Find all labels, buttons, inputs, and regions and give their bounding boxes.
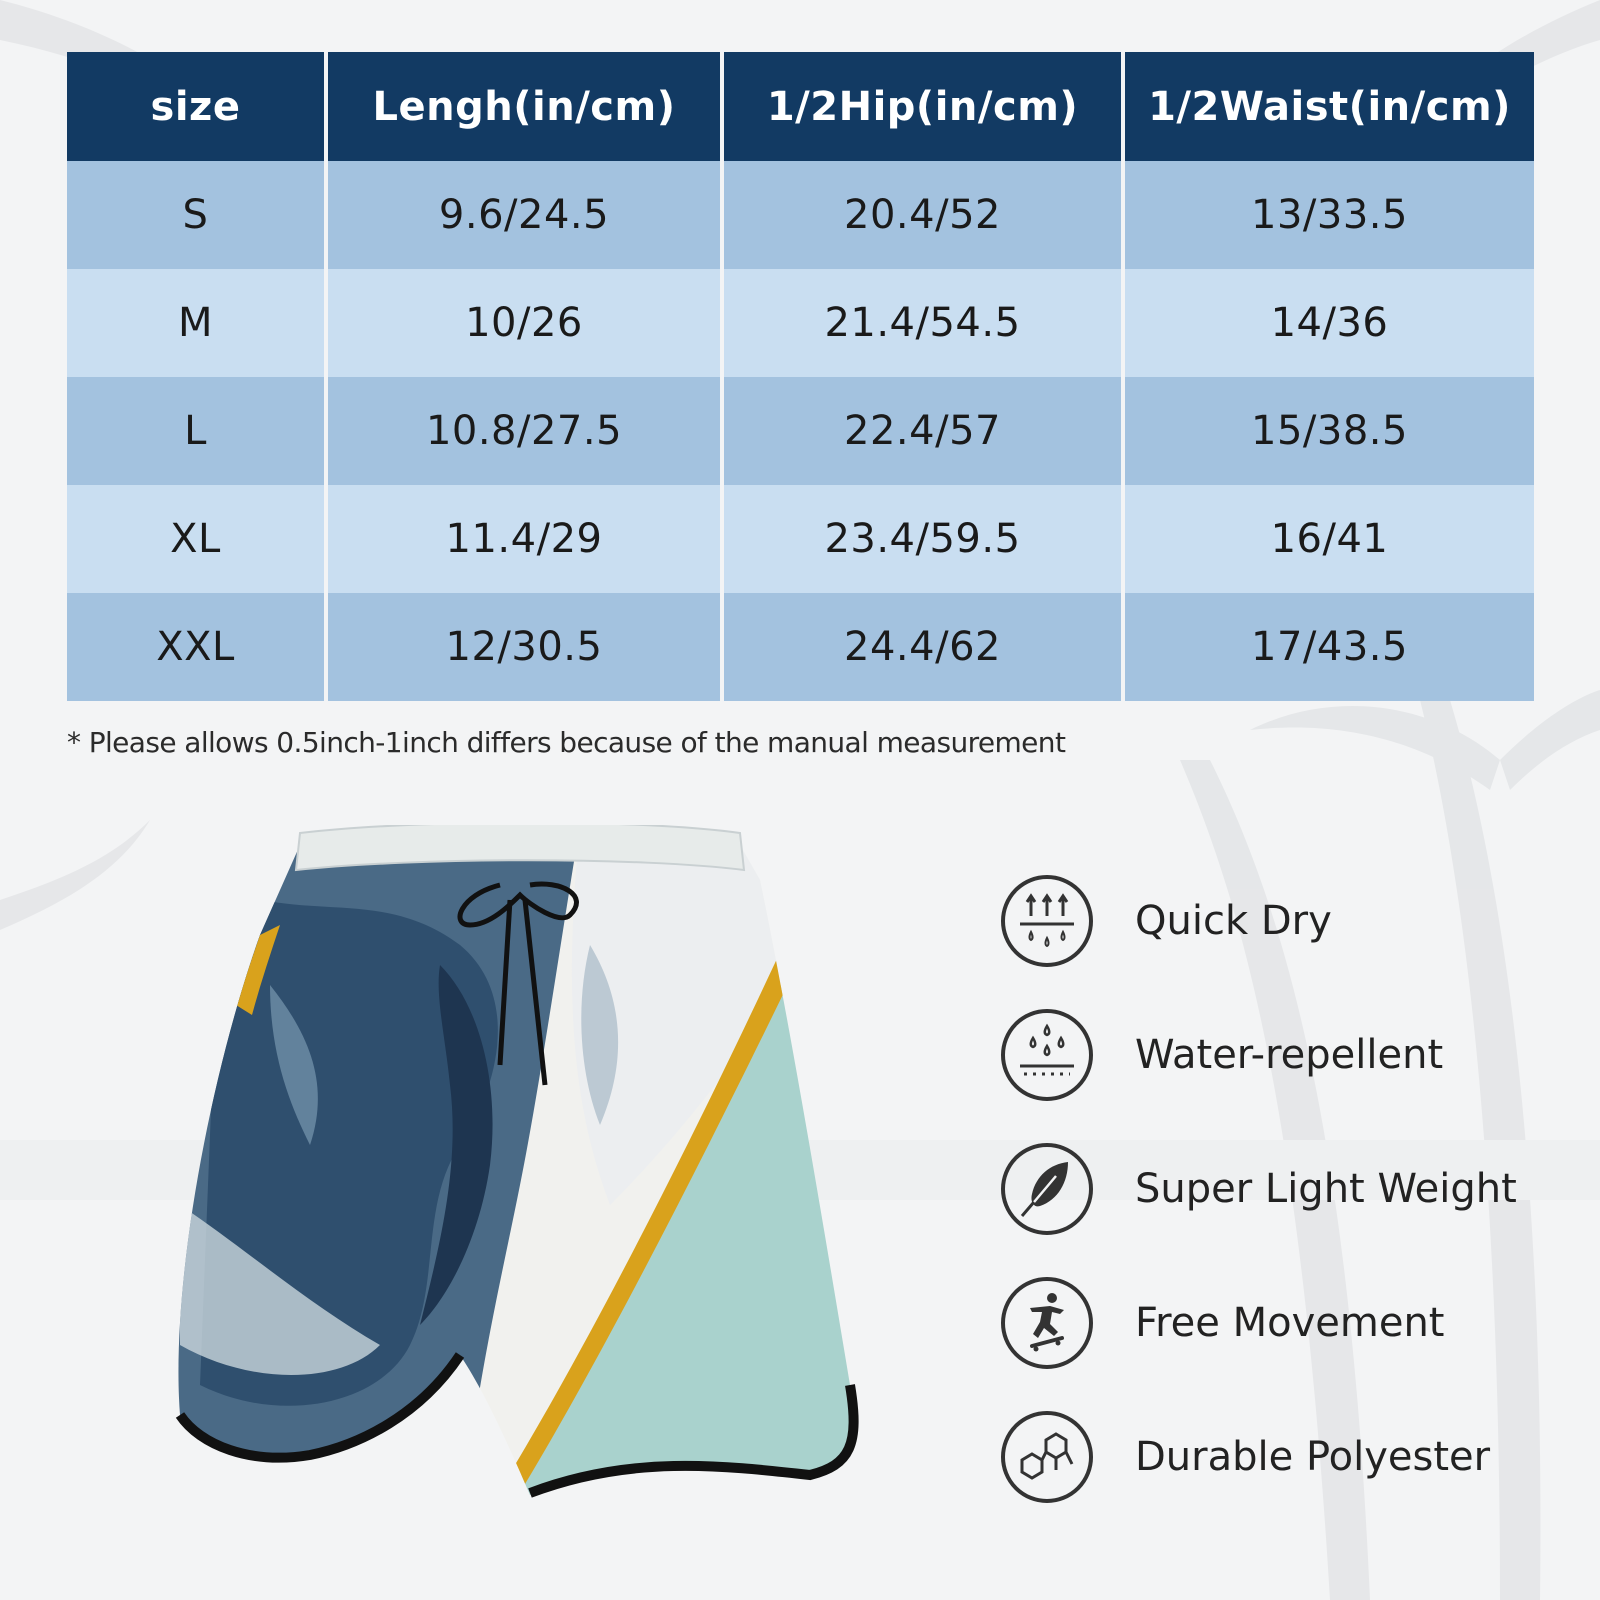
table-cell: 24.4/62: [724, 593, 1121, 701]
feature-label: Free Movement: [1135, 1300, 1445, 1346]
table-cell: 12/30.5: [328, 593, 720, 701]
feature-label: Durable Polyester: [1135, 1434, 1491, 1480]
feature-label: Water-repellent: [1135, 1032, 1444, 1078]
table-cell: S: [67, 161, 324, 269]
table-cell: 22.4/57: [724, 377, 1121, 485]
table-cell: 11.4/29: [328, 485, 720, 593]
table-cell: 21.4/54.5: [724, 269, 1121, 377]
table-header-cell: 1/2Waist(in/cm): [1125, 52, 1534, 161]
table-cell: 10.8/27.5: [328, 377, 720, 485]
quick-dry-icon: [1000, 874, 1094, 968]
table-cell: 16/41: [1125, 485, 1534, 593]
size-chart-table: [67, 52, 1534, 709]
feature-item-super-light-weight: [1000, 1142, 1580, 1236]
skateboarder-icon: [1000, 1276, 1094, 1370]
table-header-cell: Lengh(in/cm): [328, 52, 720, 161]
feature-item-free-movement: [1000, 1276, 1580, 1370]
table-cell: 23.4/59.5: [724, 485, 1121, 593]
table-cell: 20.4/52: [724, 161, 1121, 269]
feature-item-durable-polyester: [1000, 1410, 1580, 1504]
feature-label: Quick Dry: [1135, 898, 1332, 944]
table-cell: 15/38.5: [1125, 377, 1534, 485]
feather-icon: [1000, 1142, 1094, 1236]
feature-item-quick-dry: [1000, 874, 1580, 968]
table-header-cell: 1/2Hip(in/cm): [724, 52, 1121, 161]
molecule-icon: [1000, 1410, 1094, 1504]
table-cell: 13/33.5: [1125, 161, 1534, 269]
feature-label: Super Light Weight: [1135, 1166, 1517, 1212]
table-header-cell: size: [67, 52, 324, 161]
table-cell: M: [67, 269, 324, 377]
table-cell: 17/43.5: [1125, 593, 1534, 701]
table-cell: 10/26: [328, 269, 720, 377]
measurement-note: * Please allows 0.5inch-1inch differs because of the manual measurement: [67, 726, 1066, 759]
table-cell: XXL: [67, 593, 324, 701]
table-cell: L: [67, 377, 324, 485]
water-repellent-icon: [1000, 1008, 1094, 1102]
table-cell: XL: [67, 485, 324, 593]
table-cell: 14/36: [1125, 269, 1534, 377]
feature-item-water-repellent: [1000, 1008, 1580, 1102]
table-cell: 9.6/24.5: [328, 161, 720, 269]
shorts-product-image: [160, 825, 910, 1525]
